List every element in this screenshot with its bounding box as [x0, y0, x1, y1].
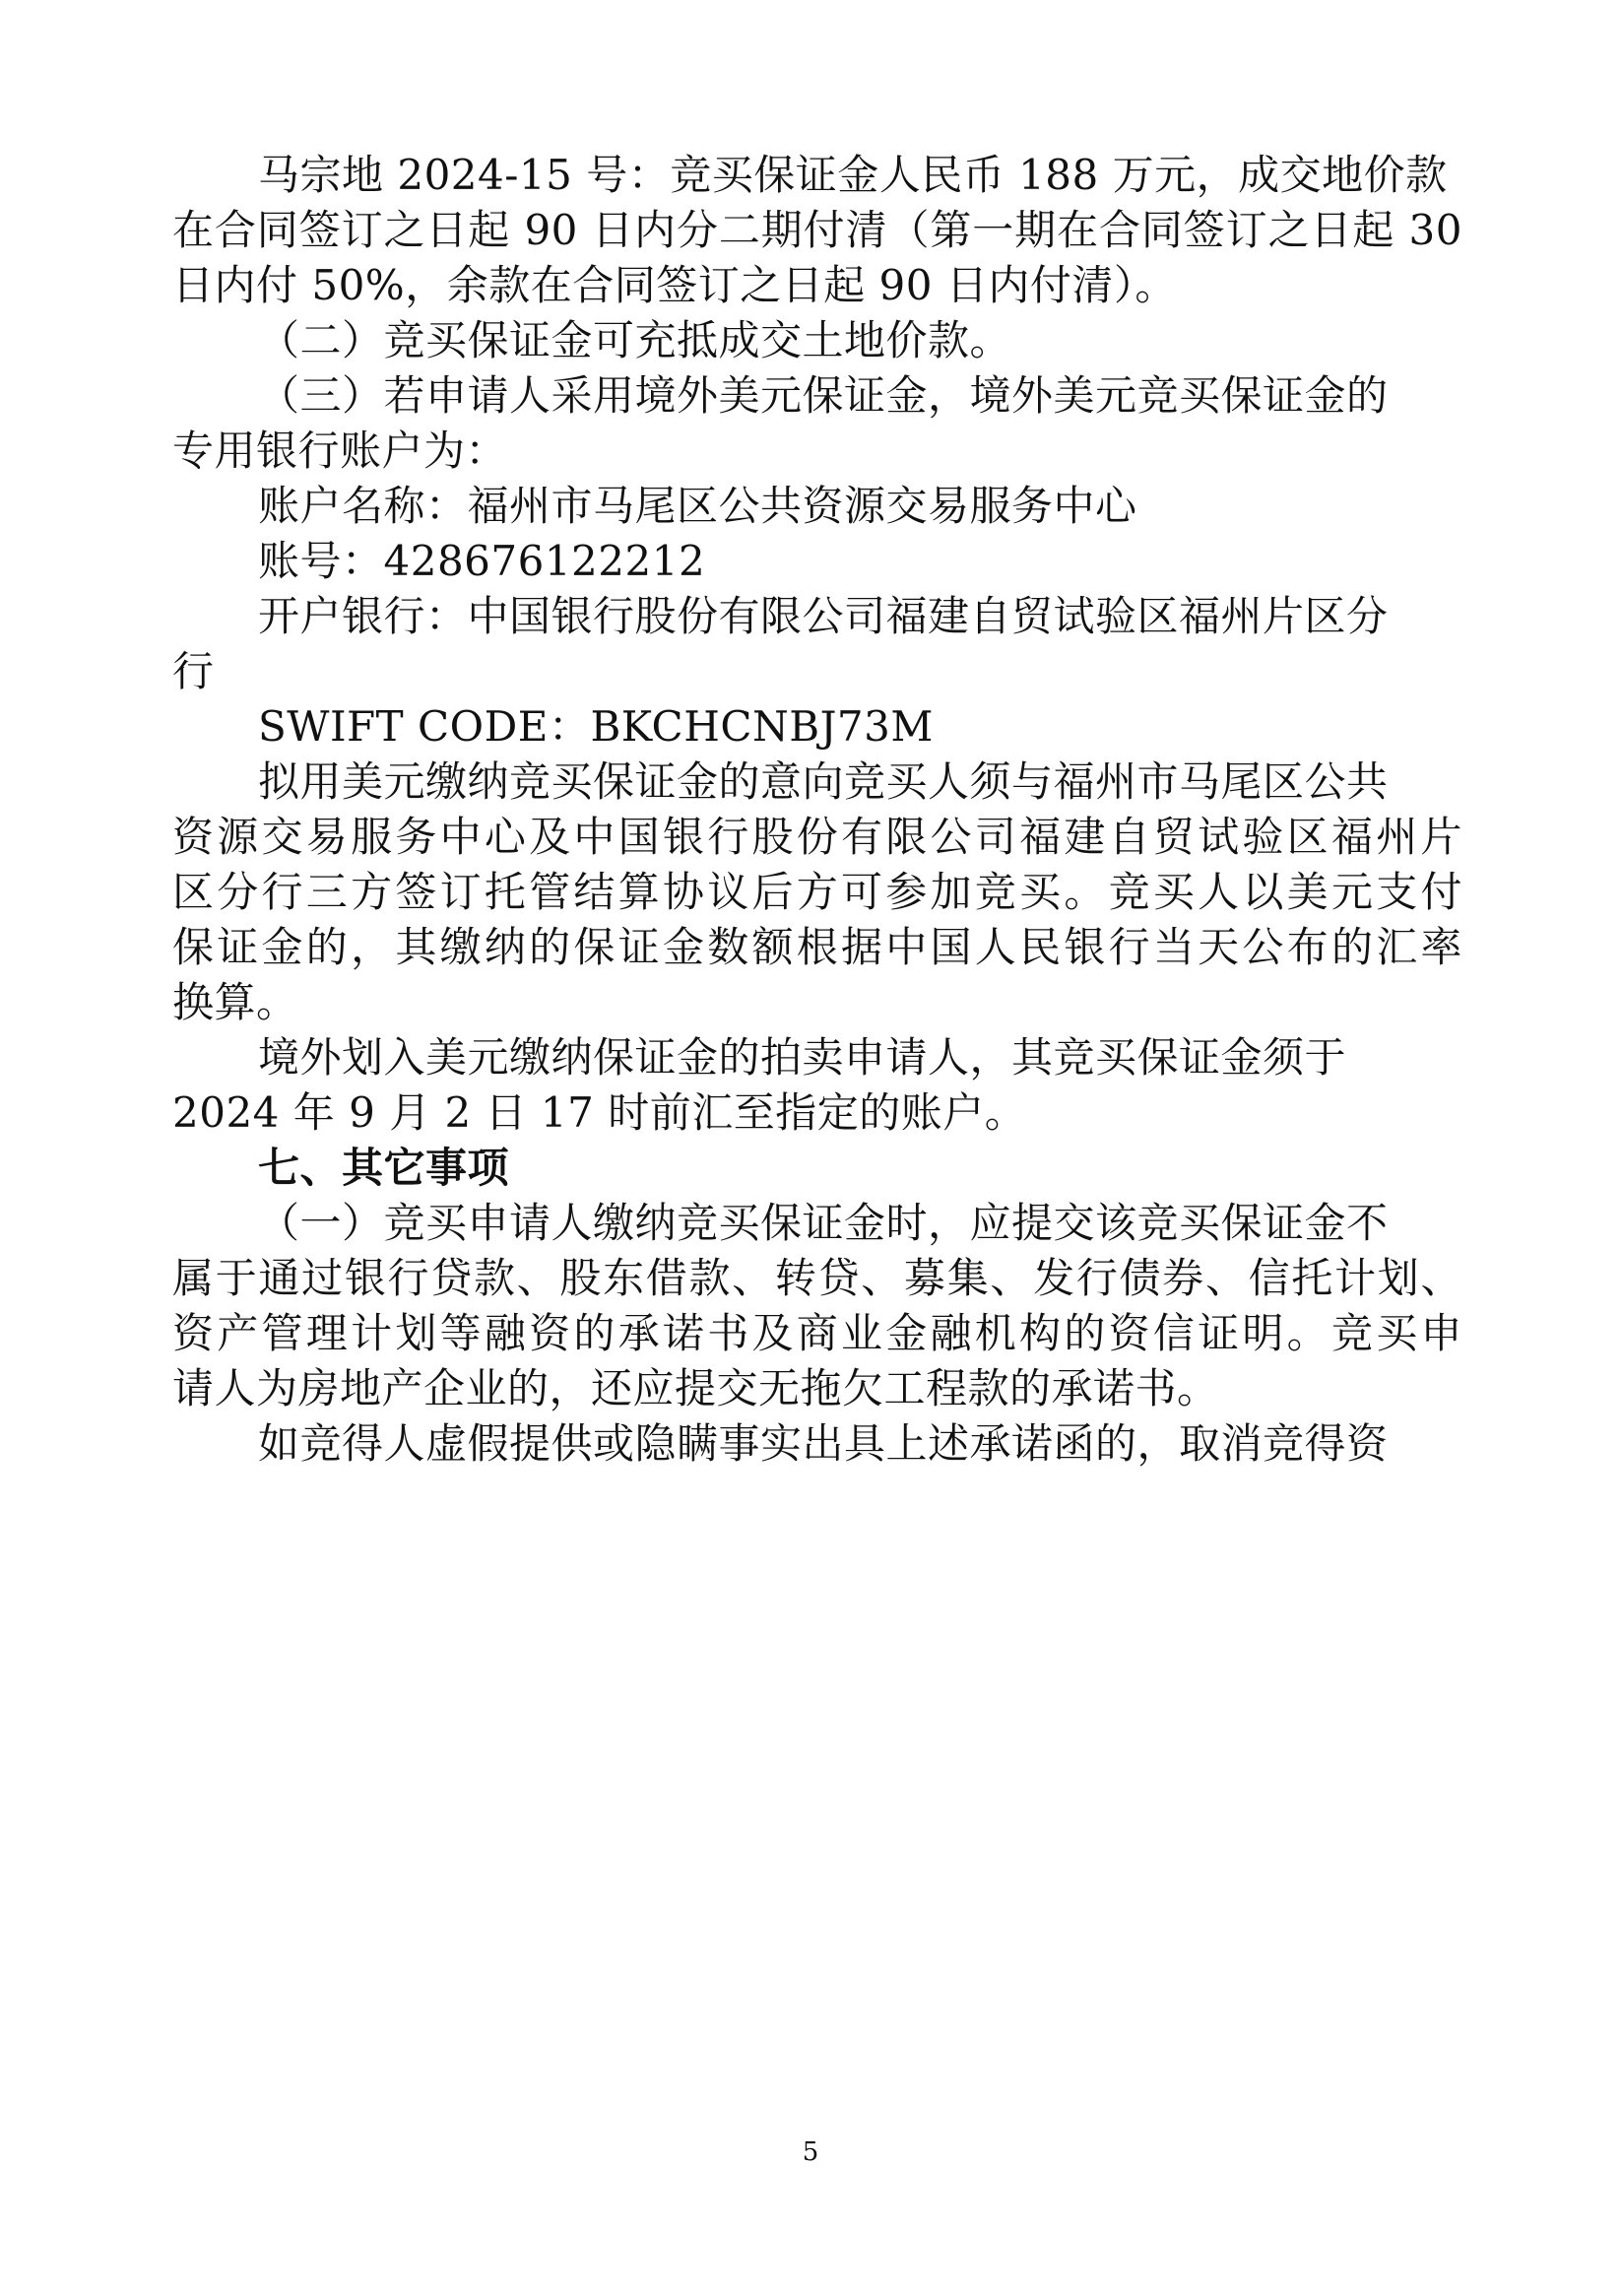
paragraph-line: 日内付 50%，余款在合同签订之日起 90 日内付清）。	[172, 261, 1177, 309]
paragraph-line: 如竞得人虚假提供或隐瞒事实出具上述承诺函的，取消竞得资	[258, 1419, 1389, 1468]
paragraph-line: 保证金的，其缴纳的保证金数额根据中国人民银行当天公布的汇率	[172, 923, 1462, 971]
section-heading: 七、其它事项	[258, 1144, 510, 1192]
paragraph-line: 在合同签订之日起 90 日内分二期付清（第一期在合同签订之日起 30	[172, 206, 1462, 254]
paragraph-line: 请人为房地产企业的，还应提交无拖欠工程款的承诺书。	[172, 1364, 1219, 1412]
paragraph-line: 资产管理计划等融资的承诺书及商业金融机构的资信证明。竞买申	[172, 1309, 1462, 1357]
account-name-line: 账户名称：福州市马尾区公共资源交易服务中心	[258, 482, 1137, 530]
paragraph-line: 属于通过银行贷款、股东借款、转贷、募集、发行债券、信托计划、	[172, 1254, 1462, 1302]
swift-code-line: SWIFT CODE：BKCHCNBJ73M	[258, 702, 934, 751]
paragraph-line: 区分行三方签订托管结算协议后方可参加竞买。竞买人以美元支付	[172, 868, 1462, 916]
page-number: 5	[802, 2137, 819, 2167]
account-number-line: 账号：428676122212	[258, 537, 706, 585]
paragraph-line: 马宗地 2024-15 号：竞买保证金人民币 188 万元，成交地价款	[258, 151, 1448, 199]
paragraph-line: 境外划入美元缴纳保证金的拍卖申请人，其竞买保证金须于	[258, 1033, 1347, 1082]
paragraph-line: 资源交易服务中心及中国银行股份有限公司福建自贸试验区福州片	[172, 813, 1462, 861]
paragraph-line: （一）竞买申请人缴纳竞买保证金时，应提交该竞买保证金不	[258, 1199, 1389, 1247]
paragraph-line: 换算。	[172, 978, 298, 1026]
paragraph-line: 专用银行账户为：	[172, 426, 508, 475]
paragraph-line: 行	[172, 647, 215, 695]
paragraph-line: 拟用美元缴纳竞买保证金的意向竞买人须与福州市马尾区公共	[258, 757, 1389, 806]
bank-line: 开户银行：中国银行股份有限公司福建自贸试验区福州片区分	[258, 592, 1389, 640]
paragraph-line: （二）竞买保证金可充抵成交土地价款。	[258, 316, 1012, 364]
paragraph-line: 2024 年 9 月 2 日 17 时前汇至指定的账户。	[172, 1088, 1027, 1137]
paragraph-line: （三）若申请人采用境外美元保证金，境外美元竞买保证金的	[258, 371, 1389, 420]
